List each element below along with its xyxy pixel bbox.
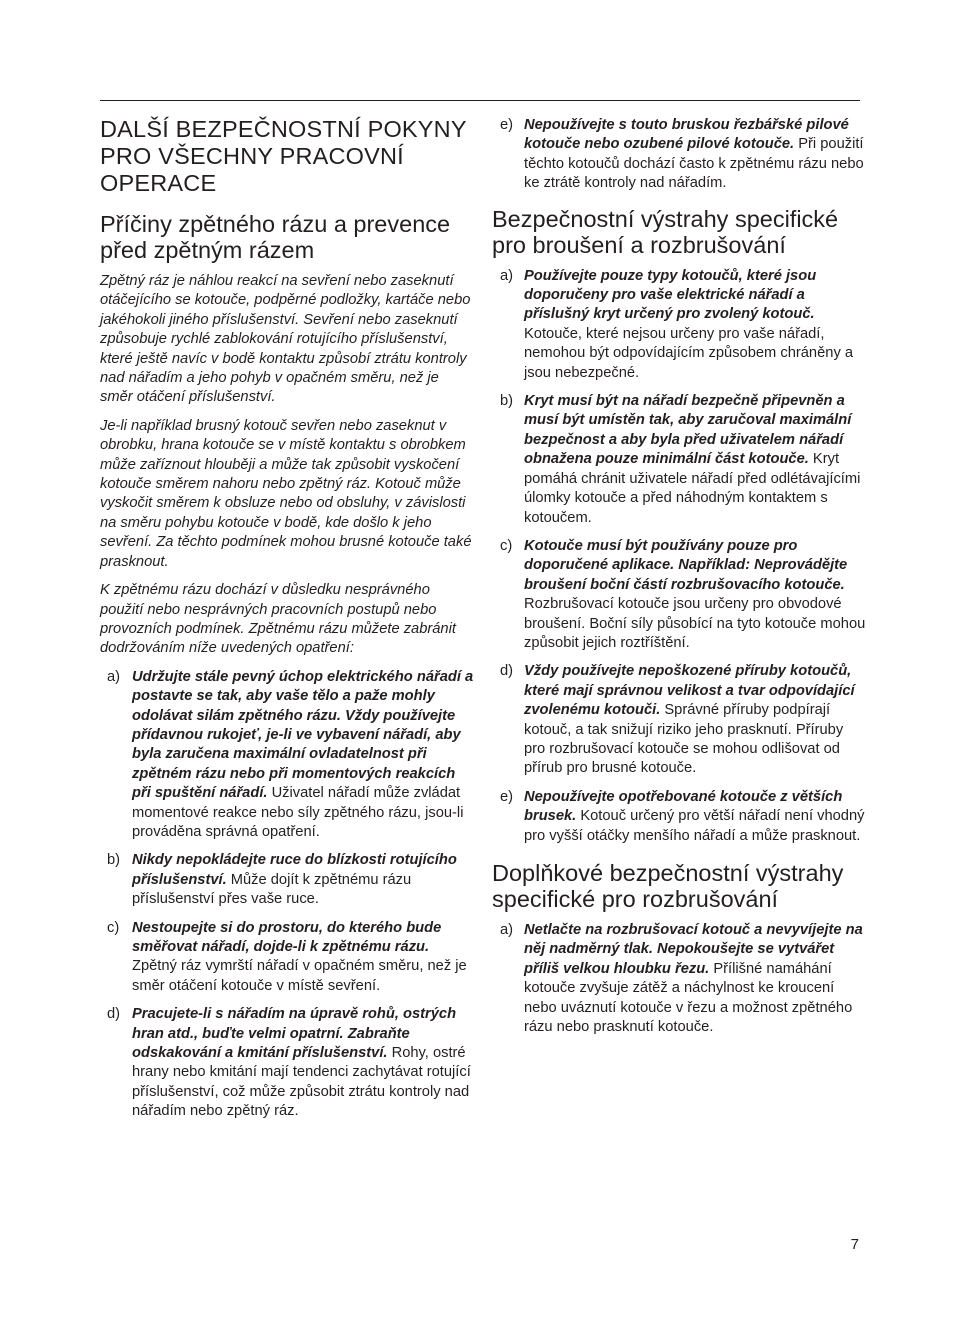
item-warning: Udržujte stále pevný úchop elektrického nářadí a postavte se tak, aby vaše tělo a paže mohly odolávat silám zpětného rázu. Vždy používejte přídavnou rukojeť, je-li ve vybavení nářadí, aby byla zaručena maximální ovladatelnost při zpětném rázu nebo při momentových reakcích při spuštění nářadí.	[132, 668, 474, 802]
list-item	[100, 919, 475, 997]
item-warning: Nestoupejte si do prostoru, do kterého bude směřovat nářadí, dojde-li k zpětnému rázu.	[132, 919, 442, 955]
list-item	[492, 392, 867, 528]
list-item	[492, 662, 867, 778]
item-label: b)	[107, 852, 121, 869]
section-title: DALŠÍ BEZPEČNOSTNÍ POKYNY PRO VŠECHNY PRACOVNÍ OPERACE	[100, 116, 467, 196]
item-label: e)	[500, 788, 514, 805]
list-item	[492, 921, 867, 1037]
left-column	[100, 116, 475, 1131]
kickback-paragraph-2: Je-li například brusný kotouč sevřen nebo zaseknut v obrobku, hrana kotouče se v místě kontaktu s obrobkem může zaříznout hlouběji a může tak způsobit vyskočení kotouče směrem nahoru nebo zpětný ráz. Kotouč může vyskočit směrem k obsluze nebo od obsluhy, v závislosti na směru pohybu kotouče v bodě, kde došlo k jeho sevření. Za těchto podmínek mohou brusné kotouče také prasknout.	[100, 417, 472, 570]
grinding-heading: Bezpečnostní výstrahy specifické pro broušení a rozbrušování	[492, 205, 839, 258]
item-text: Kotouč určený pro větší nářadí není vhodný pro vyšší otáčky menšího nářadí a může prasknout.	[524, 808, 865, 844]
cutting-heading: Doplňkové bezpečnostní výstrahy specifické pro rozbrušování	[492, 860, 844, 912]
kickback-paragraph-3: K zpětnému rázu dochází v důsledku nesprávného použití nebo nesprávných pracovních postupů nebo provozních podmínek. Zpětnému rázu můžete zabránit dodržováním níže uvedených opatření:	[100, 582, 456, 657]
item-text: Správné příruby podpírají kotouč, a tak snižují riziko jeho prasknutí. Příruby pro rozbrušovací kotouče se mohou odlišovat od přírub pro brusné kotouče.	[524, 702, 844, 777]
item-text: Zpětný ráz vymrští nářadí v opačném směru, než je směr otáčení kotouče v místě sevření.	[132, 958, 467, 994]
item-warning: Používejte pouze typy kotoučů, které jsou doporučeny pro vaše elektrické nářadí a příslušný kryt určený pro zvolený kotouč.	[524, 267, 817, 323]
item-warning: Kryt musí být na nářadí bezpečně připevněn a musí být umístěn tak, aby zaručoval maximální bezpečnost a aby byla před uživatelem nářadí obnažena pouze minimální část kotouče.	[524, 393, 852, 468]
item-warning: Pracujete-li s nářadím na úpravě rohů, ostrých hran atd., buďte velmi opatrní. Zabraňte odskakování a kmitání příslušenství.	[132, 1006, 457, 1062]
page-number: 7	[850, 1236, 859, 1253]
item-warning: Nepoužívejte opotřebované kotouče z větších brusek.	[524, 788, 843, 825]
list-item	[100, 851, 475, 909]
item-text: Při použití těchto kotoučů dochází často k zpětnému rázu nebo ke ztrátě kontroly nad nářadím.	[524, 136, 864, 192]
list-item	[492, 116, 867, 194]
item-warning: Nepoužívejte s touto bruskou řezbářské pilové kotouče nebo ozubené pilové kotouče.	[524, 117, 849, 153]
item-warning: Vždy používejte nepoškozené příruby kotoučů, které mají správnou velikost a tvar odpovídající zvolenému kotouči.	[524, 663, 855, 719]
item-label: a)	[107, 668, 121, 685]
list-item	[492, 267, 867, 383]
item-text: Kotouče, které nejsou určeny pro vaše nářadí, nemohou být odpovídajícím způsobem chráněny a jsou nebezpečné.	[524, 325, 854, 381]
item-text: Přílišné namáhání kotouče zvyšuje zátěž a náchylnost ke kroucení nebo uváznutí kotouče v řezu a možnost zpětného rázu nebo prasknutí kotouče.	[524, 960, 853, 1036]
item-label: a)	[500, 267, 514, 284]
item-label: b)	[500, 393, 514, 410]
list-item	[100, 1005, 475, 1121]
right-column	[492, 116, 867, 1046]
item-text: Rozbrušovací kotouče jsou určeny pro obvodové broušení. Boční síly působící na tyto kotouče mohou způsobit jejich roztříštění.	[524, 596, 866, 651]
item-warning: Nikdy nepokládejte ruce do blízkosti rotujícího příslušenství.	[132, 852, 457, 888]
kickback-heading: Příčiny zpětného rázu a prevence před zpětným rázem	[100, 211, 451, 263]
item-text: Rohy, ostré hrany nebo kmitání mají tendenci zachytávat rotující příslušenství, což může způsobit ztrátu kontroly nad nářadím nebo zpětný ráz.	[132, 1045, 471, 1120]
list-item	[100, 668, 475, 843]
item-text: Může dojít k zpětnému rázu příslušenství přes vaše ruce.	[132, 871, 412, 908]
item-label: a)	[500, 922, 514, 938]
item-text: Kryt pomáhá chránit uživatele nářadí před odlétávajícími úlomky kotouče a před náhodným kontaktem s kotoučem.	[524, 451, 861, 526]
item-text: Uživatel nářadí může zvládat momentové reakce nebo síly zpětného rázu, jsou-li prováděna správná opatření.	[132, 785, 464, 840]
kickback-paragraph-1: Zpětný ráz je náhlou reakcí na sevření nebo zaseknutí otáčejícího se kotouče, podpěrné podložky, kartáče nebo jakéhokoli jiného příslušenství. Sevření nebo zaseknutí způsobuje rychlé zablokování rotujícího příslušenství, které ještě navíc v bodě kontaktu způsobí ztrátu kontroly nad nářadím a jeho pohyb v opačném směru, než je směr otáčení příslušenství.	[100, 273, 471, 406]
item-label: c)	[107, 919, 120, 936]
item-label: d)	[500, 663, 514, 680]
item-label: d)	[107, 1006, 121, 1023]
item-warning: Kotouče musí být používány pouze pro doporučené aplikace. Například: Neprovádějte broušení boční částí rozbrušovacího kotouče.	[524, 537, 848, 593]
header-rule	[100, 100, 860, 101]
item-label: e)	[500, 117, 514, 133]
item-warning: Netlačte na rozbrušovací kotouč a nevyvíjejte na něj nadměrný tlak. Nepokoušejte se vytvářet příliš velkou hloubku řezu.	[524, 922, 863, 977]
list-item	[492, 788, 867, 846]
item-label: c)	[500, 537, 513, 554]
list-item	[492, 537, 867, 653]
